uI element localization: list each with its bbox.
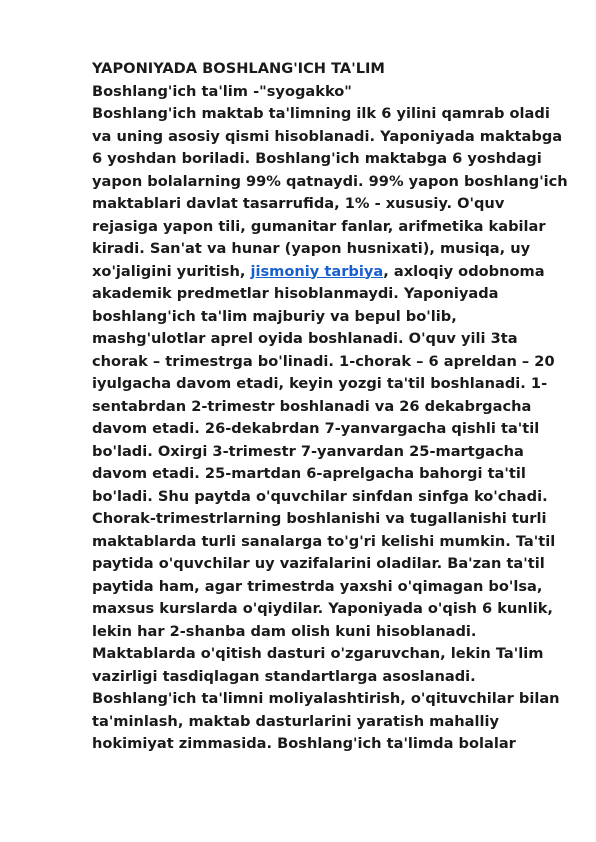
body-line: 6 yoshdan boriladi. Boshlang'ich maktabga 6 yoshdagi — [92, 150, 542, 167]
link-line-before: xo'jaligini yuritish, — [92, 262, 251, 280]
document-title: YAPONIYADA BOSHLANG'ICH TA'LIM — [92, 60, 385, 77]
document-subtitle: Boshlang'ich ta'lim -"syogakko" — [92, 82, 352, 100]
body-line: rejasiga yapon tili, gumanitar fanlar, arifmetika kabilar — [92, 217, 546, 235]
body-line: paytida ham, agar trimestrda yaxshi o'qimagan bo'lsa, — [92, 577, 543, 595]
body-line: va uning asosiy qismi hisoblanadi. Yaponiyada maktabga — [92, 127, 563, 145]
body-line: boshlang'ich ta'lim majburiy va bepul bo'lib, — [92, 307, 457, 325]
body-line: chorak – trimestrga bo'linadi. 1-chorak – 6 apreldan – 20 — [92, 352, 555, 370]
body-line: sentabrdan 2-trimestr boshlanadi va 26 dekabrgacha — [92, 397, 532, 415]
body-line: vazirligi tasdiqlagan standartlarga asoslanadi. — [92, 667, 476, 685]
body-line: davom etadi. 26-dekabrdan 7-yanvargacha qishli ta'til — [92, 420, 540, 437]
body-line: lekin har 2-shanba dam olish kuni hisoblanadi. — [92, 622, 477, 640]
body-line: Maktablarda o'qitish dasturi o'zgaruvchan, lekin Ta'lim — [92, 645, 544, 662]
body-line: mashg'ulotlar aprel oyida boshlanadi. O'quv yili 3ta — [92, 330, 518, 347]
jismoniy-tarbiya-link[interactable]: jismoniy tarbiya — [250, 262, 384, 280]
body-line-with-link — [92, 261, 562, 284]
document-body — [92, 58, 568, 756]
body-line: bo'ladi. Oxirgi 3-trimestr 7-yanvardan 25-martgacha — [92, 442, 524, 460]
body-line: kiradi. San'at va hunar (yapon husnixati), musiqa, uy — [92, 240, 531, 257]
link-line-after: , axloqiy odobnoma — [383, 262, 545, 280]
body-line: ta'minlash, maktab dasturlarini yaratish mahalliy — [92, 712, 499, 730]
body-line: yapon bolalarning 99% qatnaydi. 99% yapon boshlang'ich — [92, 172, 568, 190]
body-line: bo'ladi. Shu paytda o'quvchilar sinfdan sinfga ko'chadi. — [92, 487, 548, 505]
body-line: davom etadi. 25-martdan 6-aprelgacha bahorgi ta'til — [92, 465, 526, 482]
body-line: maktablari davlat tasarrufida, 1% - xususiy. O'quv — [92, 195, 505, 212]
body-line: Boshlang'ich ta'limni moliyalashtirish, o'qituvchilar bilan — [92, 690, 560, 707]
body-line: akademik predmetlar hisoblanmaydi. Yaponiyada — [92, 285, 499, 302]
body-line: maxsus kurslarda o'qiydilar. Yaponiyada o'qish 6 kunlik, — [92, 600, 553, 617]
body-line: maktablarda turli sanalarga to'g'ri kelishi mumkin. Ta'til — [92, 532, 556, 550]
body-line: Boshlang'ich maktab ta'limning ilk 6 yilini qamrab oladi — [92, 105, 550, 122]
body-line: Chorak-trimestrlarning boshlanishi va tugallanishi turli — [92, 510, 547, 527]
body-line: paytida o'quvchilar uy vazifalarini oladilar. Ba'zan ta'til — [92, 555, 545, 572]
body-line: iyulgacha davom etadi, keyin yozgi ta'til boshlanadi. 1- — [92, 375, 548, 392]
body-line: hokimiyat zimmasida. Boshlang'ich ta'limda bolalar — [92, 735, 516, 752]
